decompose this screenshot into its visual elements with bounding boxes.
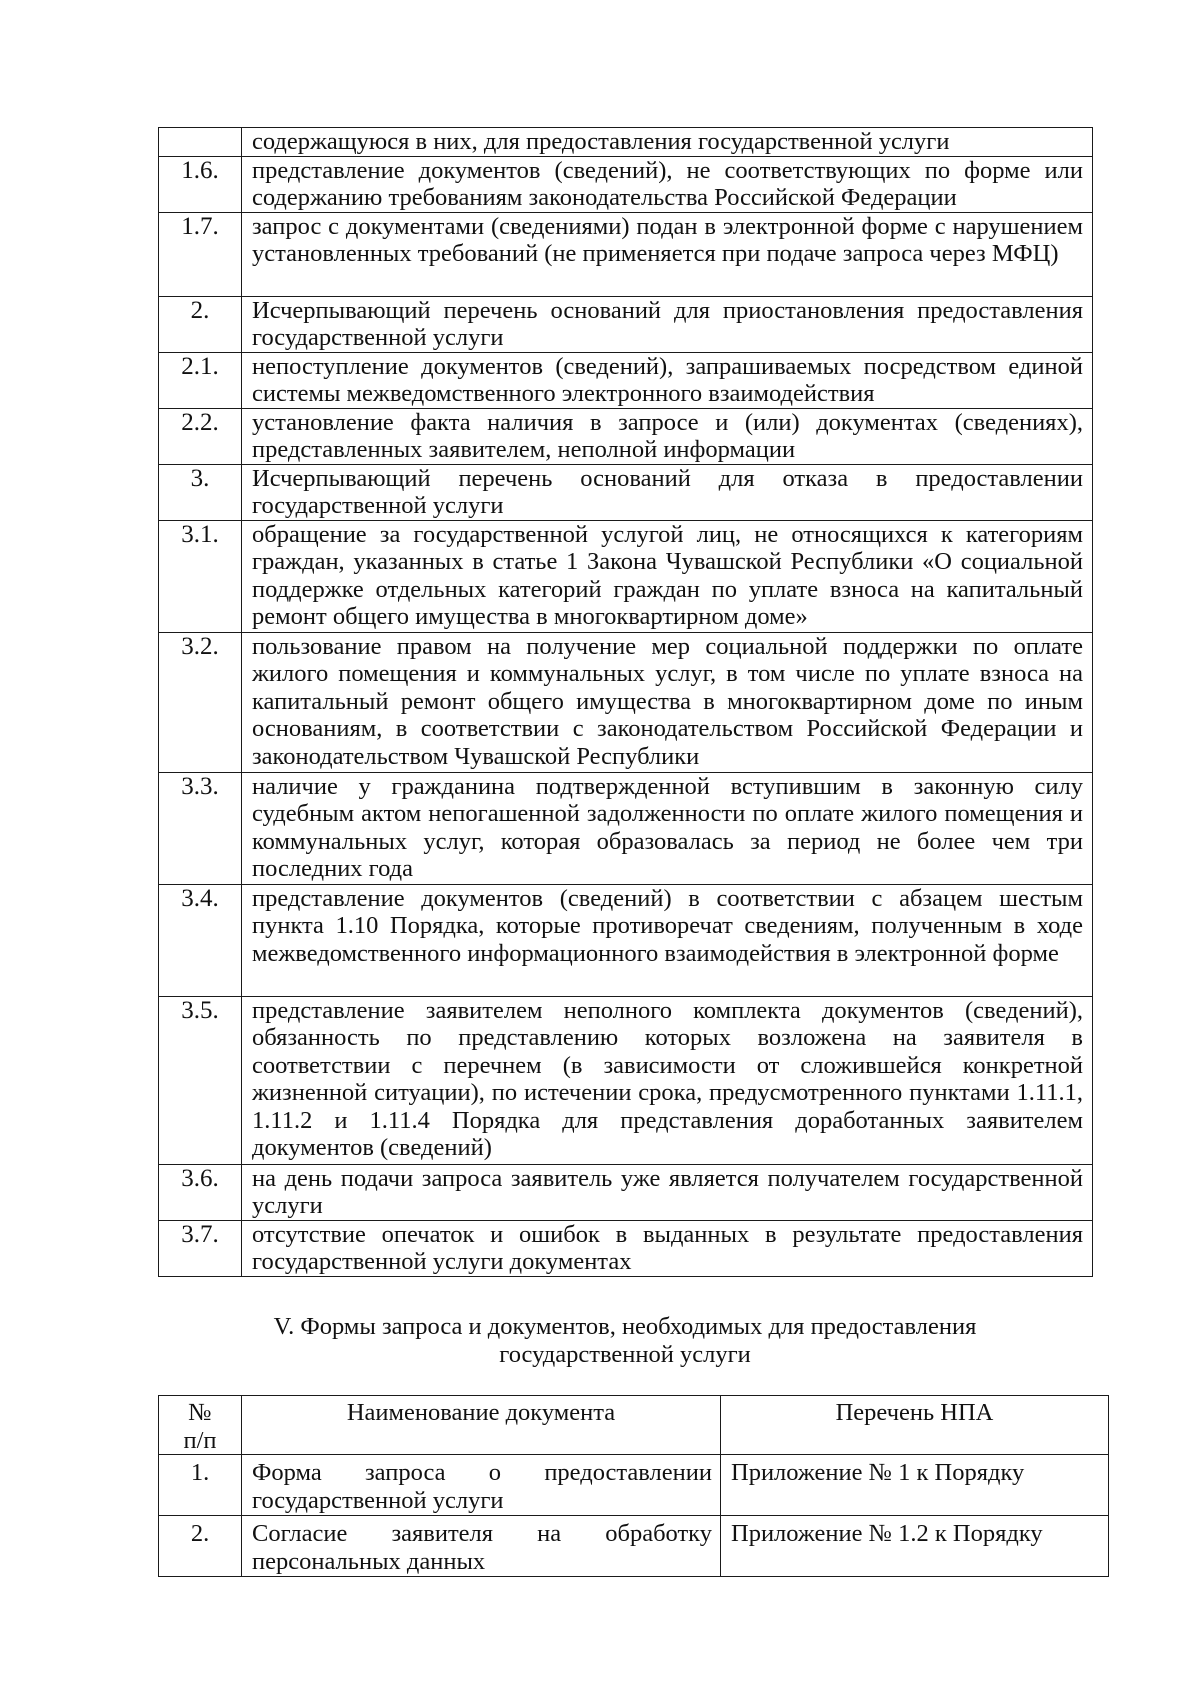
row-text: представление документов (сведений), не соответствующих по форме или содержанию требованиям законодательства Российской Федерации [242,156,1093,212]
row-document: Согласие заявителя на обработку персональных данных [242,1516,721,1577]
row-number: 1.6. [159,156,242,212]
table-row [159,1516,1109,1577]
table-row [159,296,1093,352]
table-row [159,996,1093,1164]
row-document: Форма запроса о предоставлении государственной услуги [242,1455,721,1516]
row-number: 3.6. [159,1164,242,1220]
table-row [159,156,1093,212]
row-text: пользование правом на получение мер социальной поддержки по оплате жилого помещения и коммунальных услуг, в том числе по уплате взноса на капитальный ремонт общего имущества в многоквартирном доме по иным основаниям, в соответствии с законодательством Российской Федерации и законодательством Чувашской Республики [242,632,1093,772]
row-number: 3.1. [159,520,242,632]
row-text: Исчерпывающий перечень оснований для отказа в предоставлении государственной услуги [242,464,1093,520]
grounds-table [158,127,1093,1277]
table-row [159,520,1093,632]
row-number: 1. [159,1455,242,1516]
row-text: Исчерпывающий перечень оснований для приостановления предоставления государственной услуги [242,296,1093,352]
row-number: 3.4. [159,884,242,996]
header-num [159,1396,242,1455]
row-text: на день подачи запроса заявитель уже является получателем государственной услуги [242,1164,1093,1220]
table-row [159,408,1093,464]
row-number: 2.2. [159,408,242,464]
row-number: 3.2. [159,632,242,772]
table-row [159,464,1093,520]
header-npa-list: Перечень НПА [721,1396,1109,1455]
row-text: запрос с документами (сведениями) подан в электронной форме с нарушением установленных требований (не применяется при подаче запроса через МФЦ) [242,212,1093,296]
row-npa: Приложение № 1.2 к Порядку [721,1516,1109,1577]
header-document-name: Наименование документа [242,1396,721,1455]
table-row [159,632,1093,772]
row-text: наличие у гражданина подтвержденной вступившим в законную силу судебным актом непогашенной задолженности по оплате жилого помещения и коммунальных услуг, которая образовалась за период не более чем три последних года [242,772,1093,884]
row-number [159,128,242,157]
header-num-line: № [188,1399,212,1426]
section-heading-line: государственной услуги [499,1341,751,1368]
row-number: 2. [159,296,242,352]
table-row [159,1455,1109,1516]
row-number: 3.5. [159,996,242,1164]
table-row [159,884,1093,996]
table-header-row [159,1396,1109,1455]
row-number: 1.7. [159,212,242,296]
row-number: 2.1. [159,352,242,408]
row-number: 3.7. [159,1220,242,1276]
row-number: 3. [159,464,242,520]
table-row [159,212,1093,296]
row-number: 3.3. [159,772,242,884]
row-text: содержащуюся в них, для предоставления государственной услуги [242,128,1093,157]
row-text: представление заявителем неполного комплекта документов (сведений), обязанность по представлению которых возложена на заявителя в соответствии с перечнем (в зависимости от сложившейся конкретной жизненной ситуации), по истечении срока, предусмотренного пунктами 1.11.1, 1.11.2 и 1.11.4 Порядка для представления доработанных заявителем документов (сведений) [242,996,1093,1164]
table-row [159,352,1093,408]
table-row [159,1220,1093,1276]
section-heading [160,1313,1090,1369]
row-text: отсутствие опечаток и ошибок в выданных в результате предоставления государственной услуги документах [242,1220,1093,1276]
row-text: непоступление документов (сведений), запрашиваемых посредством единой системы межведомственного электронного взаимодействия [242,352,1093,408]
row-number: 2. [159,1516,242,1577]
forms-table [158,1395,1109,1577]
table-row [159,128,1093,157]
row-text: установление факта наличия в запросе и (или) документах (сведениях), представленных заявителем, неполной информации [242,408,1093,464]
row-npa: Приложение № 1 к Порядку [721,1455,1109,1516]
header-num-line: п/п [183,1427,217,1454]
table-row [159,772,1093,884]
row-text: представление документов (сведений) в соответствии с абзацем шестым пункта 1.10 Порядка, которые противоречат сведениям, полученным в ходе межведомственного информационного взаимодействия в электронной форме [242,884,1093,996]
section-heading-line: V. Формы запроса и документов, необходимых для предоставления [273,1313,977,1340]
table-row [159,1164,1093,1220]
row-text: обращение за государственной услугой лиц, не относящихся к категориям граждан, указанных в статье 1 Закона Чувашской Республики «О социальной поддержке отдельных категорий граждан по уплате взноса на капитальный ремонт общего имущества в многоквартирном доме» [242,520,1093,632]
